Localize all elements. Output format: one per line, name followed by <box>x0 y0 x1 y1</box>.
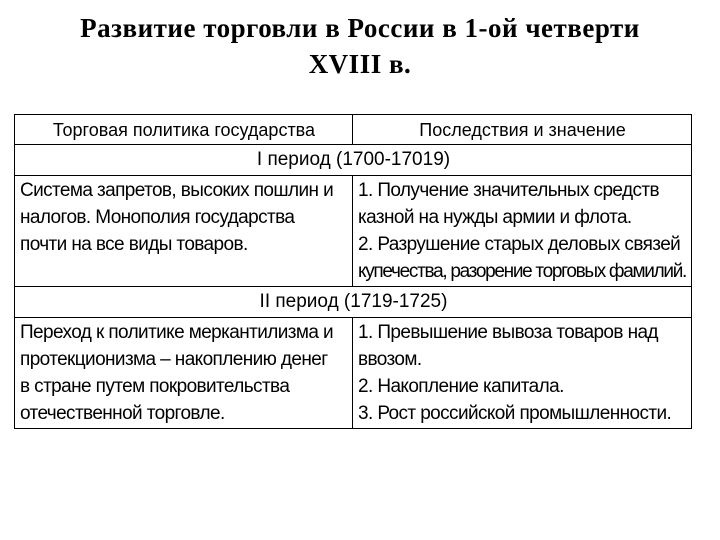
consequence-cell-2 <box>353 318 692 429</box>
policy-1-line-3: почти на все виды товаров. <box>20 234 248 255</box>
table-row <box>15 176 692 287</box>
policy-1-line-1: Система запретов, высоких пошлин и <box>20 180 334 201</box>
consequence-cell-1 <box>353 176 692 287</box>
consequence-1-line-4: купечества, разорение торговых фамилий. <box>358 261 686 282</box>
consequence-2-line-2: ввозом. <box>358 349 422 370</box>
trade-policy-table <box>14 114 692 429</box>
consequence-2-line-3: 2. Накопление капитала. <box>358 376 564 397</box>
header-policy: Торговая политика государства <box>15 115 353 145</box>
period-label-1: I период (1700-17019) <box>15 145 692 176</box>
period-row-1 <box>15 145 692 176</box>
policy-2-line-4: отечественной торговле. <box>20 403 225 424</box>
table-header-row <box>15 115 692 145</box>
header-consequences: Последствия и значение <box>353 115 692 145</box>
trade-policy-table-wrapper <box>14 114 691 429</box>
policy-1-line-2: налогов. Монополия государства <box>20 207 295 228</box>
slide-title <box>20 10 700 82</box>
consequence-2-line-1: 1. Превышение вывоза товаров над <box>358 322 658 343</box>
period-row-2 <box>15 287 692 318</box>
slide-title-line-2: XVIII в. <box>308 49 412 79</box>
policy-2-line-1: Переход к политике меркантилизма и <box>20 322 333 343</box>
consequence-1-line-2: казной на нужды армии и флота. <box>358 207 632 228</box>
period-label-2: II период (1719-1725) <box>15 287 692 318</box>
policy-2-line-2: протекционизма – накоплению денег <box>20 349 328 370</box>
table-row <box>15 318 692 429</box>
policy-cell-2 <box>15 318 353 429</box>
slide-title-line-1: Развитие торговли в России в 1-ой четверти <box>80 13 640 43</box>
consequence-2-line-4: 3. Рост российской промышленности. <box>358 403 672 424</box>
policy-cell-1 <box>15 176 353 287</box>
policy-2-line-3: в стране путем покровительства <box>20 376 290 397</box>
consequence-1-line-3: 2. Разрушение старых деловых связей <box>358 234 681 255</box>
consequence-1-line-1: 1. Получение значительных средств <box>358 180 659 201</box>
